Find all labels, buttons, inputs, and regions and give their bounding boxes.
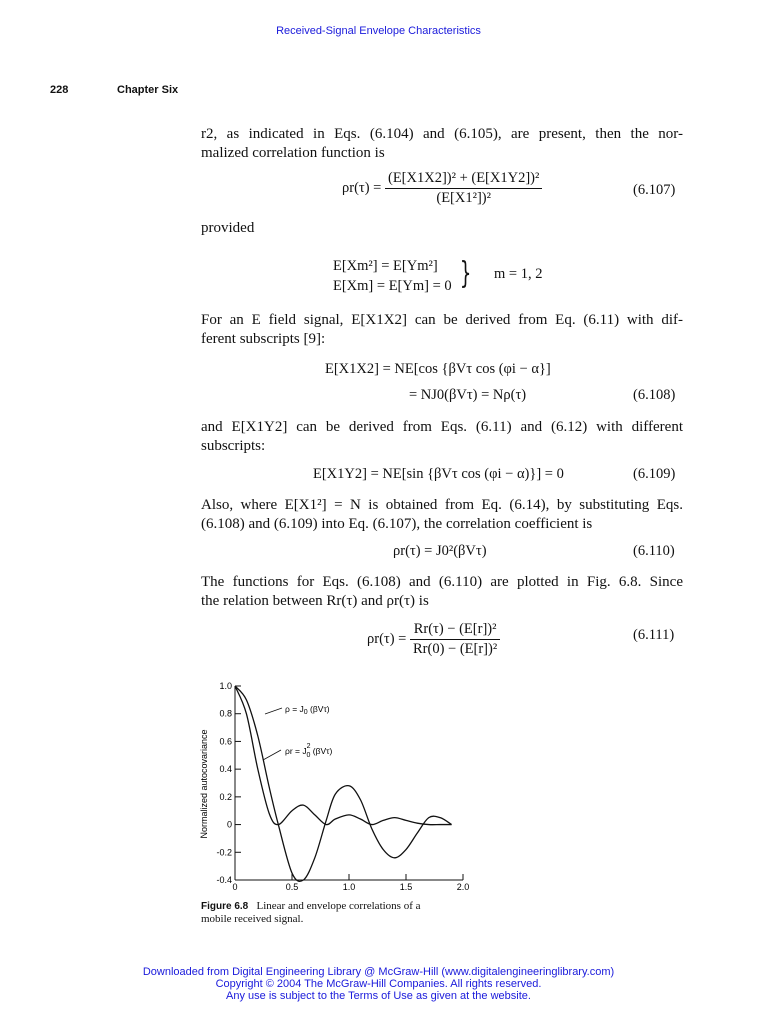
equation-number: (6.109) — [633, 466, 676, 482]
equation-6-111 — [367, 621, 500, 658]
legend-leader-line — [263, 750, 281, 760]
chart-series — [235, 686, 452, 881]
text-line: malized correlation function is — [201, 145, 385, 161]
eq-denominator: (E[X1²])² — [436, 190, 491, 206]
equation-6-108-line2: = NJ0(βVτ) = Nρ(τ) — [409, 387, 527, 403]
paragraph-functions — [201, 573, 683, 611]
equation-6-108-line1: E[X1X2] = NE[cos {βVτ cos (φi − α}] — [325, 361, 551, 377]
eq-denominator: Rr(0) − (E[r])² — [412, 641, 498, 657]
condition-line: E[Xm] = E[Ym] = 0 — [333, 278, 452, 294]
legend-entry: $\rho = J_0$ (βVτ) — [285, 704, 330, 716]
equation-number: (6.111) — [633, 627, 675, 643]
paragraph-intro — [201, 125, 683, 163]
eq-numerator: Rr(τ) − (E[r])² — [410, 621, 500, 640]
y-tick-label: -0.4 — [216, 875, 232, 885]
y-tick-label: 1.0 — [219, 681, 232, 691]
legend-leader-line — [265, 708, 282, 714]
series-line-rho — [235, 686, 452, 881]
y-tick-label: -0.2 — [216, 847, 232, 858]
paragraph-coefficient — [201, 496, 683, 534]
text-line: r2, as indicated in Eqs. (6.104) and (6.105), are present, then the nor- — [201, 126, 683, 142]
x-tick-label: 0 — [232, 882, 238, 892]
legend-entry: $\rho r = J^2$ 0 (βVτ) — [285, 743, 333, 759]
autocovariance-chart — [195, 672, 495, 897]
eq-lhs: ρr(τ) = — [342, 179, 382, 196]
y-tick-label: 0.4 — [219, 764, 232, 775]
equation-6-110: ρr(τ) = J0²(βVτ) — [393, 543, 487, 559]
text-line: and E[X1Y2] can be derived from Eqs. (6.11) and (6.12) with different — [201, 419, 683, 435]
equation-number: (6.108) — [633, 387, 676, 403]
y-ticks — [216, 681, 241, 885]
provided-text: provided — [201, 220, 255, 236]
chapter-label: Chapter Six — [117, 84, 179, 96]
x-tick-label: 0.5 — [285, 882, 299, 892]
equation-number: (6.107) — [633, 182, 676, 198]
condition-range: m = 1, 2 — [494, 266, 543, 282]
x-tick-label: 2.0 — [456, 882, 470, 892]
equation-6-109: E[X1Y2] = NE[sin {βVτ cos (φi − α)}] = 0 — [313, 466, 564, 482]
paragraph-efield — [201, 311, 683, 349]
chart-axes — [235, 686, 463, 880]
footer-terms-link[interactable]: Any use is subject to the Terms of Use as given at the website. — [226, 990, 531, 1002]
equation-6-107 — [342, 170, 542, 207]
eq-numerator: (E[X1X2])² + (E[X1Y2])² — [385, 170, 542, 189]
caption-text: Linear and envelope correlations of a — [256, 900, 421, 912]
condition-line: E[Xm²] = E[Ym²] — [333, 258, 438, 274]
x-tick-label: 1.0 — [342, 882, 356, 892]
y-tick-label: 0.6 — [219, 736, 232, 747]
text-line: (6.108) and (6.109) into Eq. (6.107), the correlation coefficient is — [201, 516, 593, 532]
paragraph-xy — [201, 418, 683, 456]
caption-text: mobile received signal. — [201, 913, 304, 925]
footer-copyright: Copyright © 2004 The McGraw-Hill Companies. All rights reserved. — [215, 978, 542, 990]
eq-lhs: ρr(τ) = — [367, 630, 407, 647]
y-axis-label: Normalized autocovariance — [199, 729, 209, 839]
footer-notice — [0, 966, 757, 1002]
equation-number: (6.110) — [633, 543, 675, 559]
running-title[interactable]: Received-Signal Envelope Characteristics — [276, 25, 481, 37]
y-tick-label: 0.2 — [219, 791, 232, 802]
condition-equations — [333, 256, 452, 296]
text-line: The functions for Eqs. (6.108) and (6.110) are plotted in Fig. 6.8. Since — [201, 574, 683, 590]
x-tick-label: 1.5 — [399, 882, 413, 892]
text-line: Also, where E[X1²] = N is obtained from Eq. (6.14), by substituting Eqs. — [201, 497, 683, 513]
text-line: For an E field signal, E[X1X2] can be derived from Eq. (6.11) with dif- — [201, 312, 683, 328]
text-line: the relation between Rr(τ) and ρr(τ) is — [201, 593, 429, 609]
page-number: 228 — [50, 84, 69, 96]
y-tick-label: 0 — [226, 819, 232, 830]
y-tick-label: 0.8 — [219, 708, 232, 719]
brace-icon: } — [459, 256, 472, 291]
text-line: ferent subscripts [9]: — [201, 331, 326, 347]
x-ticks — [232, 874, 469, 892]
footer-download-link[interactable]: Downloaded from Digital Engineering Library @ McGraw-Hill (www.digitalengineeringlibrary.com) — [142, 966, 615, 978]
chart-legend — [263, 704, 333, 760]
series-line-rho-r — [235, 686, 452, 825]
figure-caption — [201, 900, 481, 926]
figure-label: Figure 6.8 — [201, 901, 249, 912]
text-line: subscripts: — [201, 438, 266, 454]
